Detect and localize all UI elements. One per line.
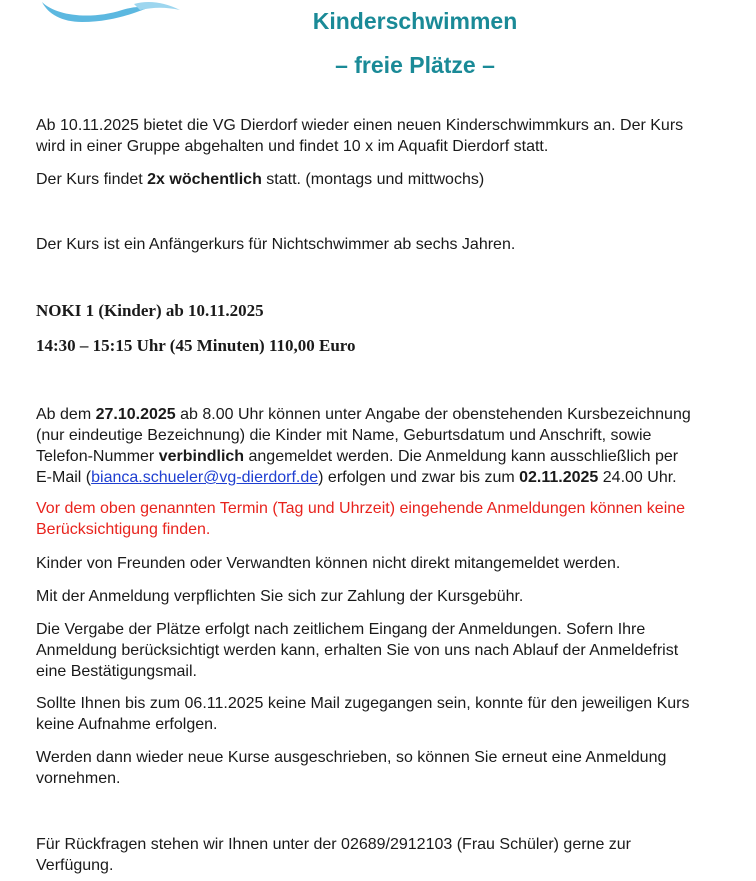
no-mail-paragraph <box>36 693 726 735</box>
course-name: NOKI 1 (Kinder) ab 10.11.2025 <box>36 301 264 320</box>
page-title: Kinderschwimmen <box>312 8 518 34</box>
warning-line-2: Berücksichtigung finden. <box>36 521 211 538</box>
intro-paragraph <box>36 115 726 157</box>
reg-l4-mid: ) erfolgen und zwar bis zum <box>318 469 520 486</box>
reg-l2: (nur eindeutige Bezeichnung) die Kinder mit Name, Geburtsdatum und Anschrift, sowie <box>36 427 652 444</box>
intro-line-2: wird in einer Gruppe abgehalten und findet 10 x im Aquafit Dierdorf statt. <box>36 138 549 155</box>
warning-paragraph <box>36 498 726 540</box>
weekly-prefix: Der Kurs findet <box>36 171 148 188</box>
reg-l4-prefix: E-Mail ( <box>36 469 92 486</box>
alloc-line-2: Anmeldung berücksichtigt werden kann, erhalten Sie von uns nach Ablauf der Anmeldefrist <box>36 642 679 659</box>
reg-l3-suffix: angemeldet werden. Die Anmeldung kann ausschließlich per <box>244 448 679 465</box>
weekly-suffix: statt. (montags und mittwochs) <box>261 171 485 188</box>
reg-end-date: 02.11.2025 <box>519 469 599 486</box>
alloc-line-3: eine Bestätigungsmail. <box>36 663 197 680</box>
new-courses-paragraph <box>36 747 726 789</box>
alloc-line-1: Die Vergabe der Plätze erfolgt nach zeitlichem Eingang der Anmeldungen. Sofern Ihre <box>36 621 646 638</box>
reg-l1-suffix: ab 8.00 Uhr können unter Angabe der obenstehenden Kursbezeichnung <box>175 406 691 423</box>
reg-start-date: 27.10.2025 <box>95 406 176 423</box>
intro-line-1: Ab 10.11.2025 bietet die VG Dierdorf wieder einen neuen Kinderschwimmkurs an. Der Kurs <box>36 117 684 134</box>
nomail-line-1: Sollte Ihnen bis zum 06.11.2025 keine Mail zugegangen sein, konnte für den jeweiligen Kurs <box>36 695 690 712</box>
nomail-line-2: keine Aufnahme erfolgen. <box>36 716 218 733</box>
reg-binding-bold: verbindlich <box>158 448 245 465</box>
warning-line-1: Vor dem oben genannten Termin (Tag und Uhrzeit) eingehende Anmeldungen können keine <box>36 500 686 517</box>
email-link[interactable]: bianca.schueler@vg-dierdorf.de <box>91 469 319 486</box>
new-line-2: vornehmen. <box>36 770 121 787</box>
registration-paragraph <box>36 404 726 488</box>
reg-l4-suffix: 24.00 Uhr. <box>598 469 677 486</box>
reg-l1-prefix: Ab dem <box>36 406 96 423</box>
course-level-text: Der Kurs ist ein Anfängerkurs für Nichtschwimmer ab sechs Jahren. <box>36 236 516 253</box>
weekly-bold: 2x wöchentlich <box>147 171 262 188</box>
contact-paragraph <box>36 834 726 876</box>
allocation-paragraph <box>36 619 726 682</box>
course-time-price: 14:30 – 15:15 Uhr (45 Minuten) 110,00 Euro <box>36 336 356 355</box>
new-line-1: Werden dann wieder neue Kurse ausgeschrieben, so können Sie erneut eine Anmeldung <box>36 749 667 766</box>
reg-l3-prefix: Telefon-Nummer <box>36 448 159 465</box>
weekly-schedule-text <box>36 169 726 190</box>
contact-line-1: Für Rückfragen stehen wir Ihnen unter der 02689/2912103 (Frau Schüler) gerne zur <box>36 836 632 853</box>
friends-note: Kinder von Freunden oder Verwandten können nicht direkt mitangemeldet werden. <box>36 555 621 572</box>
payment-note: Mit der Anmeldung verpflichten Sie sich zur Zahlung der Kursgebühr. <box>36 588 524 605</box>
contact-line-2: Verfügung. <box>36 857 114 874</box>
page-subtitle: – freie Plätze – <box>335 52 495 78</box>
